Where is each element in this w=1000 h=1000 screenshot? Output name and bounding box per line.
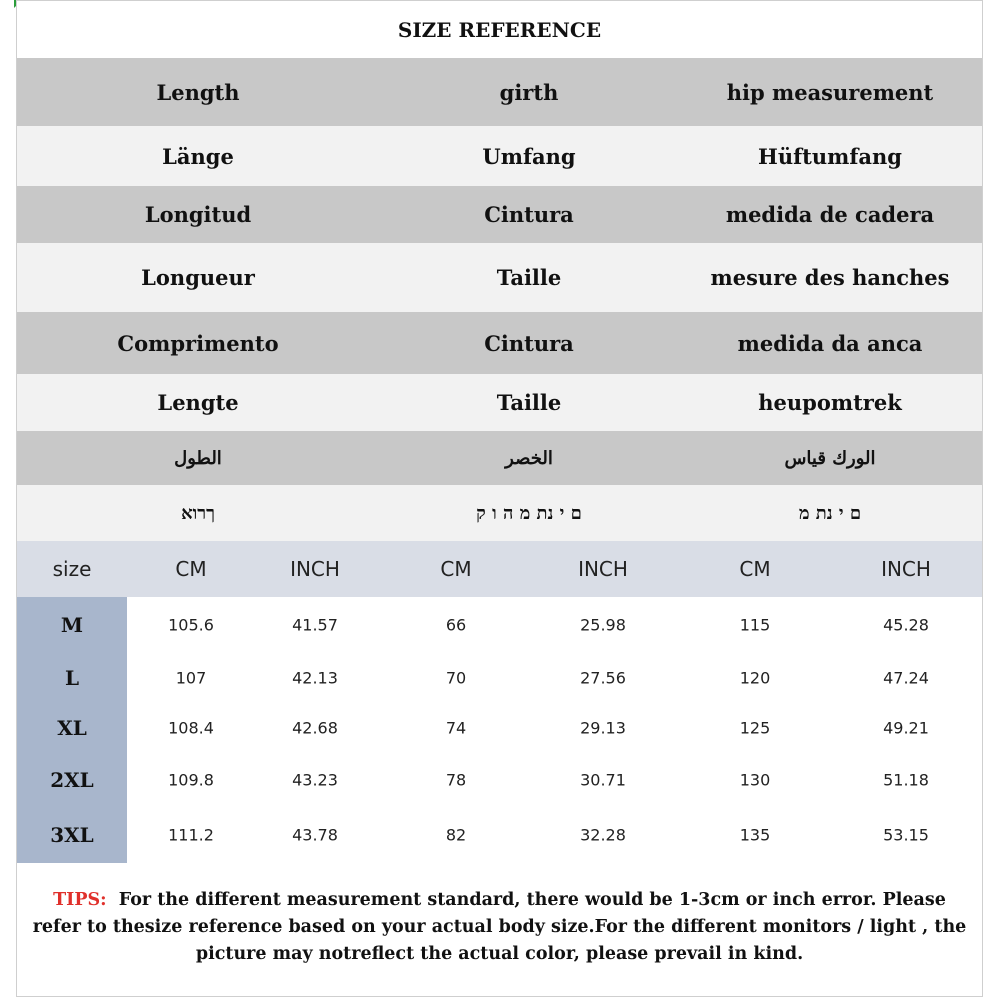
hip-label: الورك قياس [784, 447, 876, 469]
size-cell: 3XL [50, 822, 94, 847]
unit-header: INCH [578, 557, 628, 581]
hip-label: hip measurement [726, 79, 934, 105]
table-row [17, 753, 982, 806]
size-header: size [52, 557, 92, 581]
tips-note [17, 887, 982, 968]
lang-row-english [17, 58, 982, 126]
hip-label: medida de cadera [725, 202, 935, 227]
length-label: Comprimento [117, 330, 279, 356]
value-cell: 43.78 [292, 825, 338, 844]
value-cell: 107 [175, 668, 207, 687]
value-cell: 32.28 [580, 825, 626, 844]
lang-row-arabic [17, 431, 982, 485]
value-cell: 49.21 [883, 718, 929, 737]
length-label: ךרוא [181, 502, 215, 524]
unit-header: INCH [290, 557, 340, 581]
tips-label: TIPS: [53, 890, 107, 910]
value-cell: 43.23 [292, 770, 338, 789]
lang-row-french [17, 243, 982, 312]
unit-header: CM [175, 557, 207, 581]
hip-label: medida da anca [737, 330, 923, 356]
unit-header: INCH [881, 557, 931, 581]
lang-row-german [17, 126, 982, 186]
value-cell: 47.24 [883, 668, 929, 687]
unit-header: CM [739, 557, 771, 581]
value-cell: 51.18 [883, 770, 929, 789]
length-label: الطول [174, 447, 222, 469]
lang-row-portuguese [17, 312, 982, 374]
value-cell: 109.8 [168, 770, 214, 789]
value-cell: 70 [445, 668, 467, 687]
value-cell: 30.71 [580, 770, 626, 789]
girth-label: ם י נת מ ה ו ק [476, 502, 582, 524]
value-cell: 42.68 [292, 718, 338, 737]
value-cell: 25.98 [580, 615, 626, 634]
lang-row-hebrew [17, 485, 982, 541]
value-cell: 41.57 [292, 615, 338, 634]
unit-header-row [17, 541, 982, 597]
value-cell: 108.4 [168, 718, 214, 737]
table-row [17, 598, 982, 651]
tips-text: For the different measurement standard, there would be 1-3cm or inch error. Please refer to thesize reference based on your actual body size.For the different monitors / light , the picture may notreflect the actual color, please prevail in kind. [32, 890, 967, 964]
size-cell: L [64, 665, 80, 690]
value-cell: 78 [445, 770, 467, 789]
hip-label: heupomtrek [758, 390, 902, 415]
value-cell: 42.13 [292, 668, 338, 687]
girth-label: الخصر [505, 447, 553, 469]
table-row [17, 701, 982, 754]
value-cell: 74 [445, 718, 467, 737]
length-label: Longitud [144, 202, 252, 227]
hip-label: ם י נת מ [798, 502, 862, 524]
girth-label: Taille [496, 265, 562, 290]
table-row [17, 651, 982, 704]
length-label: Longueur [141, 265, 255, 290]
value-cell: 135 [739, 825, 771, 844]
length-label: Length [156, 79, 240, 105]
value-cell: 115 [739, 615, 771, 634]
lang-row-dutch [17, 374, 982, 431]
value-cell: 27.56 [580, 668, 626, 687]
girth-label: Cintura [484, 330, 574, 356]
size-chart [16, 0, 983, 997]
value-cell: 82 [445, 825, 467, 844]
unit-header: CM [440, 557, 472, 581]
value-cell: 53.15 [883, 825, 929, 844]
girth-label: Taille [496, 390, 562, 415]
table-row [17, 808, 982, 861]
size-cell: 2XL [50, 767, 94, 792]
value-cell: 120 [739, 668, 771, 687]
length-label: Lengte [157, 390, 239, 415]
value-cell: 125 [739, 718, 771, 737]
value-cell: 29.13 [580, 718, 626, 737]
size-cell: XL [57, 715, 87, 740]
size-cell: M [60, 612, 84, 637]
value-cell: 66 [445, 615, 467, 634]
chart-title: SIZE REFERENCE [17, 1, 982, 58]
hip-label: Hüftumfang [758, 143, 902, 169]
hip-label: mesure des hanches [710, 265, 950, 290]
girth-label: Umfang [482, 143, 576, 169]
length-label: Länge [162, 143, 234, 169]
lang-row-spanish [17, 186, 982, 243]
value-cell: 111.2 [168, 825, 214, 844]
value-cell: 105.6 [168, 615, 214, 634]
value-cell: 130 [739, 770, 771, 789]
girth-label: Cintura [484, 202, 574, 227]
girth-label: girth [499, 79, 559, 105]
value-cell: 45.28 [883, 615, 929, 634]
